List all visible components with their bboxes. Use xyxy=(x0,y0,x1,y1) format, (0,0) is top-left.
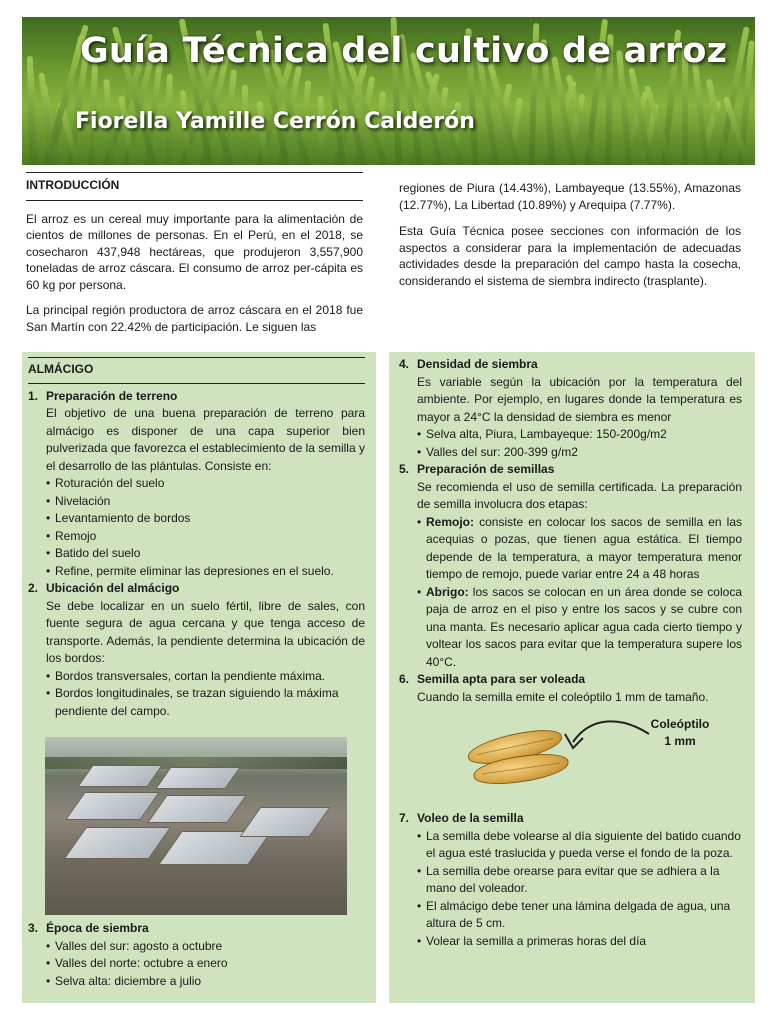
siembra-panel xyxy=(389,352,755,1003)
section-5-description: Se recomienda el uso de semilla certificada. La preparación de semilla involucra dos etapas: xyxy=(417,479,742,511)
intro-paragraph-4: Esta Guía Técnica posee secciones con información de los aspectos a considerar para la implementación de adecuadas actividades desde la preparación del campo hasta la cosecha, considerando el sistema de siembra indirecto (trasplante). xyxy=(399,224,741,288)
list-item: • Valles del sur: agosto a octubre xyxy=(46,938,365,956)
grass-blade xyxy=(27,56,35,165)
item-text: consiste en colocar los sacos de semilla en las acequias o pozas, que tienen agua estática. El tiempo depende de la temperatura, a mayor temperatura menor tiempo de remojo, puede variar entre 24 a 48 horas xyxy=(426,514,742,581)
section-title-text: Ubicación del almácigo xyxy=(46,581,180,595)
section-number: 7. xyxy=(399,811,410,825)
section-title-text: Preparación de semillas xyxy=(417,462,555,476)
almacigo-heading: ALMÁCIGO xyxy=(28,362,94,376)
document-title: Guía Técnica del cultivo de arroz xyxy=(80,31,728,71)
header-banner xyxy=(22,17,755,165)
flooded-plot xyxy=(65,792,160,820)
grass-blade xyxy=(22,108,28,165)
label-line: Coleóptilo xyxy=(650,717,710,731)
flooded-plot xyxy=(64,827,171,859)
section-1-list xyxy=(28,475,365,580)
almacigo-panel xyxy=(22,352,376,1003)
list-item: • Volear la semilla a primeras horas del día xyxy=(417,933,742,951)
section-title-text: Voleo de la semilla xyxy=(417,811,524,825)
section-5-list xyxy=(399,514,742,672)
list-item xyxy=(417,514,742,584)
list-item xyxy=(417,584,742,672)
list-item: • Selva alta, Piura, Lambayeque: 150-200g/m2 xyxy=(417,426,742,444)
section-number: 3. xyxy=(28,921,39,935)
section-title-text: Preparación de terreno xyxy=(46,388,178,403)
section-5-title xyxy=(399,461,742,479)
list-item: • El almácigo debe tener una lámina delgada de agua, una altura de 5 cm. xyxy=(417,898,742,933)
section-3-list xyxy=(28,938,365,991)
intro-heading: INTRODUCCIÓN xyxy=(26,178,120,192)
section-title-text: Semilla apta para ser voleada xyxy=(417,672,586,686)
item-text: los sacos se colocan en un área donde se coloca paja de arroz en el piso y entre los sacos y se cubre con una manta. Es necesario aplicar agua cada cierto tiempo y voltear los sacos para evitar que la temperatura supere los 40°C. xyxy=(426,584,742,669)
grass-blade xyxy=(38,72,57,165)
section-number: 1. xyxy=(28,388,39,403)
list-item: • Selva alta: diciembre a julio xyxy=(46,973,365,991)
intro-paragraph-2: La principal región productora de arroz cáscara en el 2018 fue San Martín con 22.42% de participación. Le siguen las xyxy=(26,303,363,334)
flooded-plot xyxy=(147,795,247,823)
section-3-title xyxy=(28,920,365,938)
list-item: • La semilla debe orearse para evitar que se adhiera a la mano del voleador. xyxy=(417,863,742,898)
intro-section xyxy=(26,172,363,344)
item-label: Remojo: xyxy=(426,514,474,529)
divider xyxy=(28,383,365,384)
list-item: • Bordos transversales, cortan la pendiente máxima. xyxy=(46,668,365,686)
intro-paragraph-1: El arroz es un cereal muy importante para la alimentación de cientos de millones de personas. En el Perú, en el 2018, se cosecharon 437,948 hectáreas, que produjeron 3,557,900 toneladas de arroz cáscara. El consumo de arroz per-cápita es 60 kg por persona. xyxy=(26,211,363,292)
section-1-title xyxy=(28,388,365,406)
item-label: Abrigo: xyxy=(426,584,469,599)
list-item: • Levantamiento de bordos xyxy=(46,510,365,528)
section-number: 2. xyxy=(28,581,39,595)
list-item: • La semilla debe volearse al día siguiente del batido cuando el agua esté traslucida y pueda verse el fondo de la poza. xyxy=(417,828,742,863)
section-6-title xyxy=(399,671,742,689)
list-item: • Valles del norte: octubre a enero xyxy=(46,955,365,973)
coleoptile-label xyxy=(645,716,715,750)
flooded-plot xyxy=(155,767,240,789)
section-2-list xyxy=(28,668,365,721)
section-1-description: El objetivo de una buena preparación de terreno para almácigo es disponer de una capa superior bien pulverizada que favorezca el establecimiento de la semilla y el desarrollo de las plántulas. Consiste en: xyxy=(46,406,365,473)
list-item: • Valles del sur: 200-399 g/m2 xyxy=(417,444,742,462)
section-4-description: Es variable según la ubicación por la temperatura del ambiente. Por ejemplo, en lugares donde la temperatura es mayor a 24°C la densidad de siembra es menor xyxy=(417,374,742,424)
flooded-plot xyxy=(239,807,330,837)
grass-blade xyxy=(551,56,578,165)
section-number: 5. xyxy=(399,462,410,476)
section-7-list xyxy=(399,828,742,951)
section-title-text: Densidad de siembra xyxy=(417,357,538,371)
seed-illustration xyxy=(399,706,742,806)
author-name: Fiorella Yamille Cerrón Calderón xyxy=(75,109,475,134)
flooded-plot xyxy=(77,765,162,787)
list-item: • Bordos longitudinales, se trazan siguiendo la máxima pendiente del campo. xyxy=(46,685,365,720)
almacigo-aerial-photo xyxy=(45,737,347,915)
section-7-title xyxy=(399,810,742,828)
intro-continued xyxy=(399,180,741,298)
intro-paragraph-3: regiones de Piura (14.43%), Lambayeque (13.55%), Amazonas (12.77%), La Libertad (10.89%) y Arequipa (7.77%). xyxy=(399,181,741,212)
section-2-title xyxy=(28,580,365,598)
section-4-list xyxy=(399,426,742,461)
section-number: 6. xyxy=(399,672,410,686)
section-4-title xyxy=(399,356,742,374)
list-item: • Remojo xyxy=(46,528,365,546)
label-line: 1 mm xyxy=(664,734,696,748)
divider xyxy=(26,200,363,201)
list-item: • Roturación del suelo xyxy=(46,475,365,493)
section-2-description: Se debe localizar en un suelo fértil, libre de sales, con fuente segura de agua cercana y que tenga acceso de transporte. Además, la pendiente determina la ubicación de los bordos: xyxy=(46,598,365,665)
section-6-description: Cuando la semilla emite el coleóptilo 1 mm de tamaño. xyxy=(417,689,709,704)
section-number: 4. xyxy=(399,357,410,371)
list-item: • Refine, permite eliminar las depresiones en el suelo. xyxy=(46,563,365,581)
list-item: • Nivelación xyxy=(46,493,365,511)
section-title-text: Época de siembra xyxy=(46,921,149,935)
grass-blade xyxy=(692,61,710,165)
list-item: • Batido del suelo xyxy=(46,545,365,563)
